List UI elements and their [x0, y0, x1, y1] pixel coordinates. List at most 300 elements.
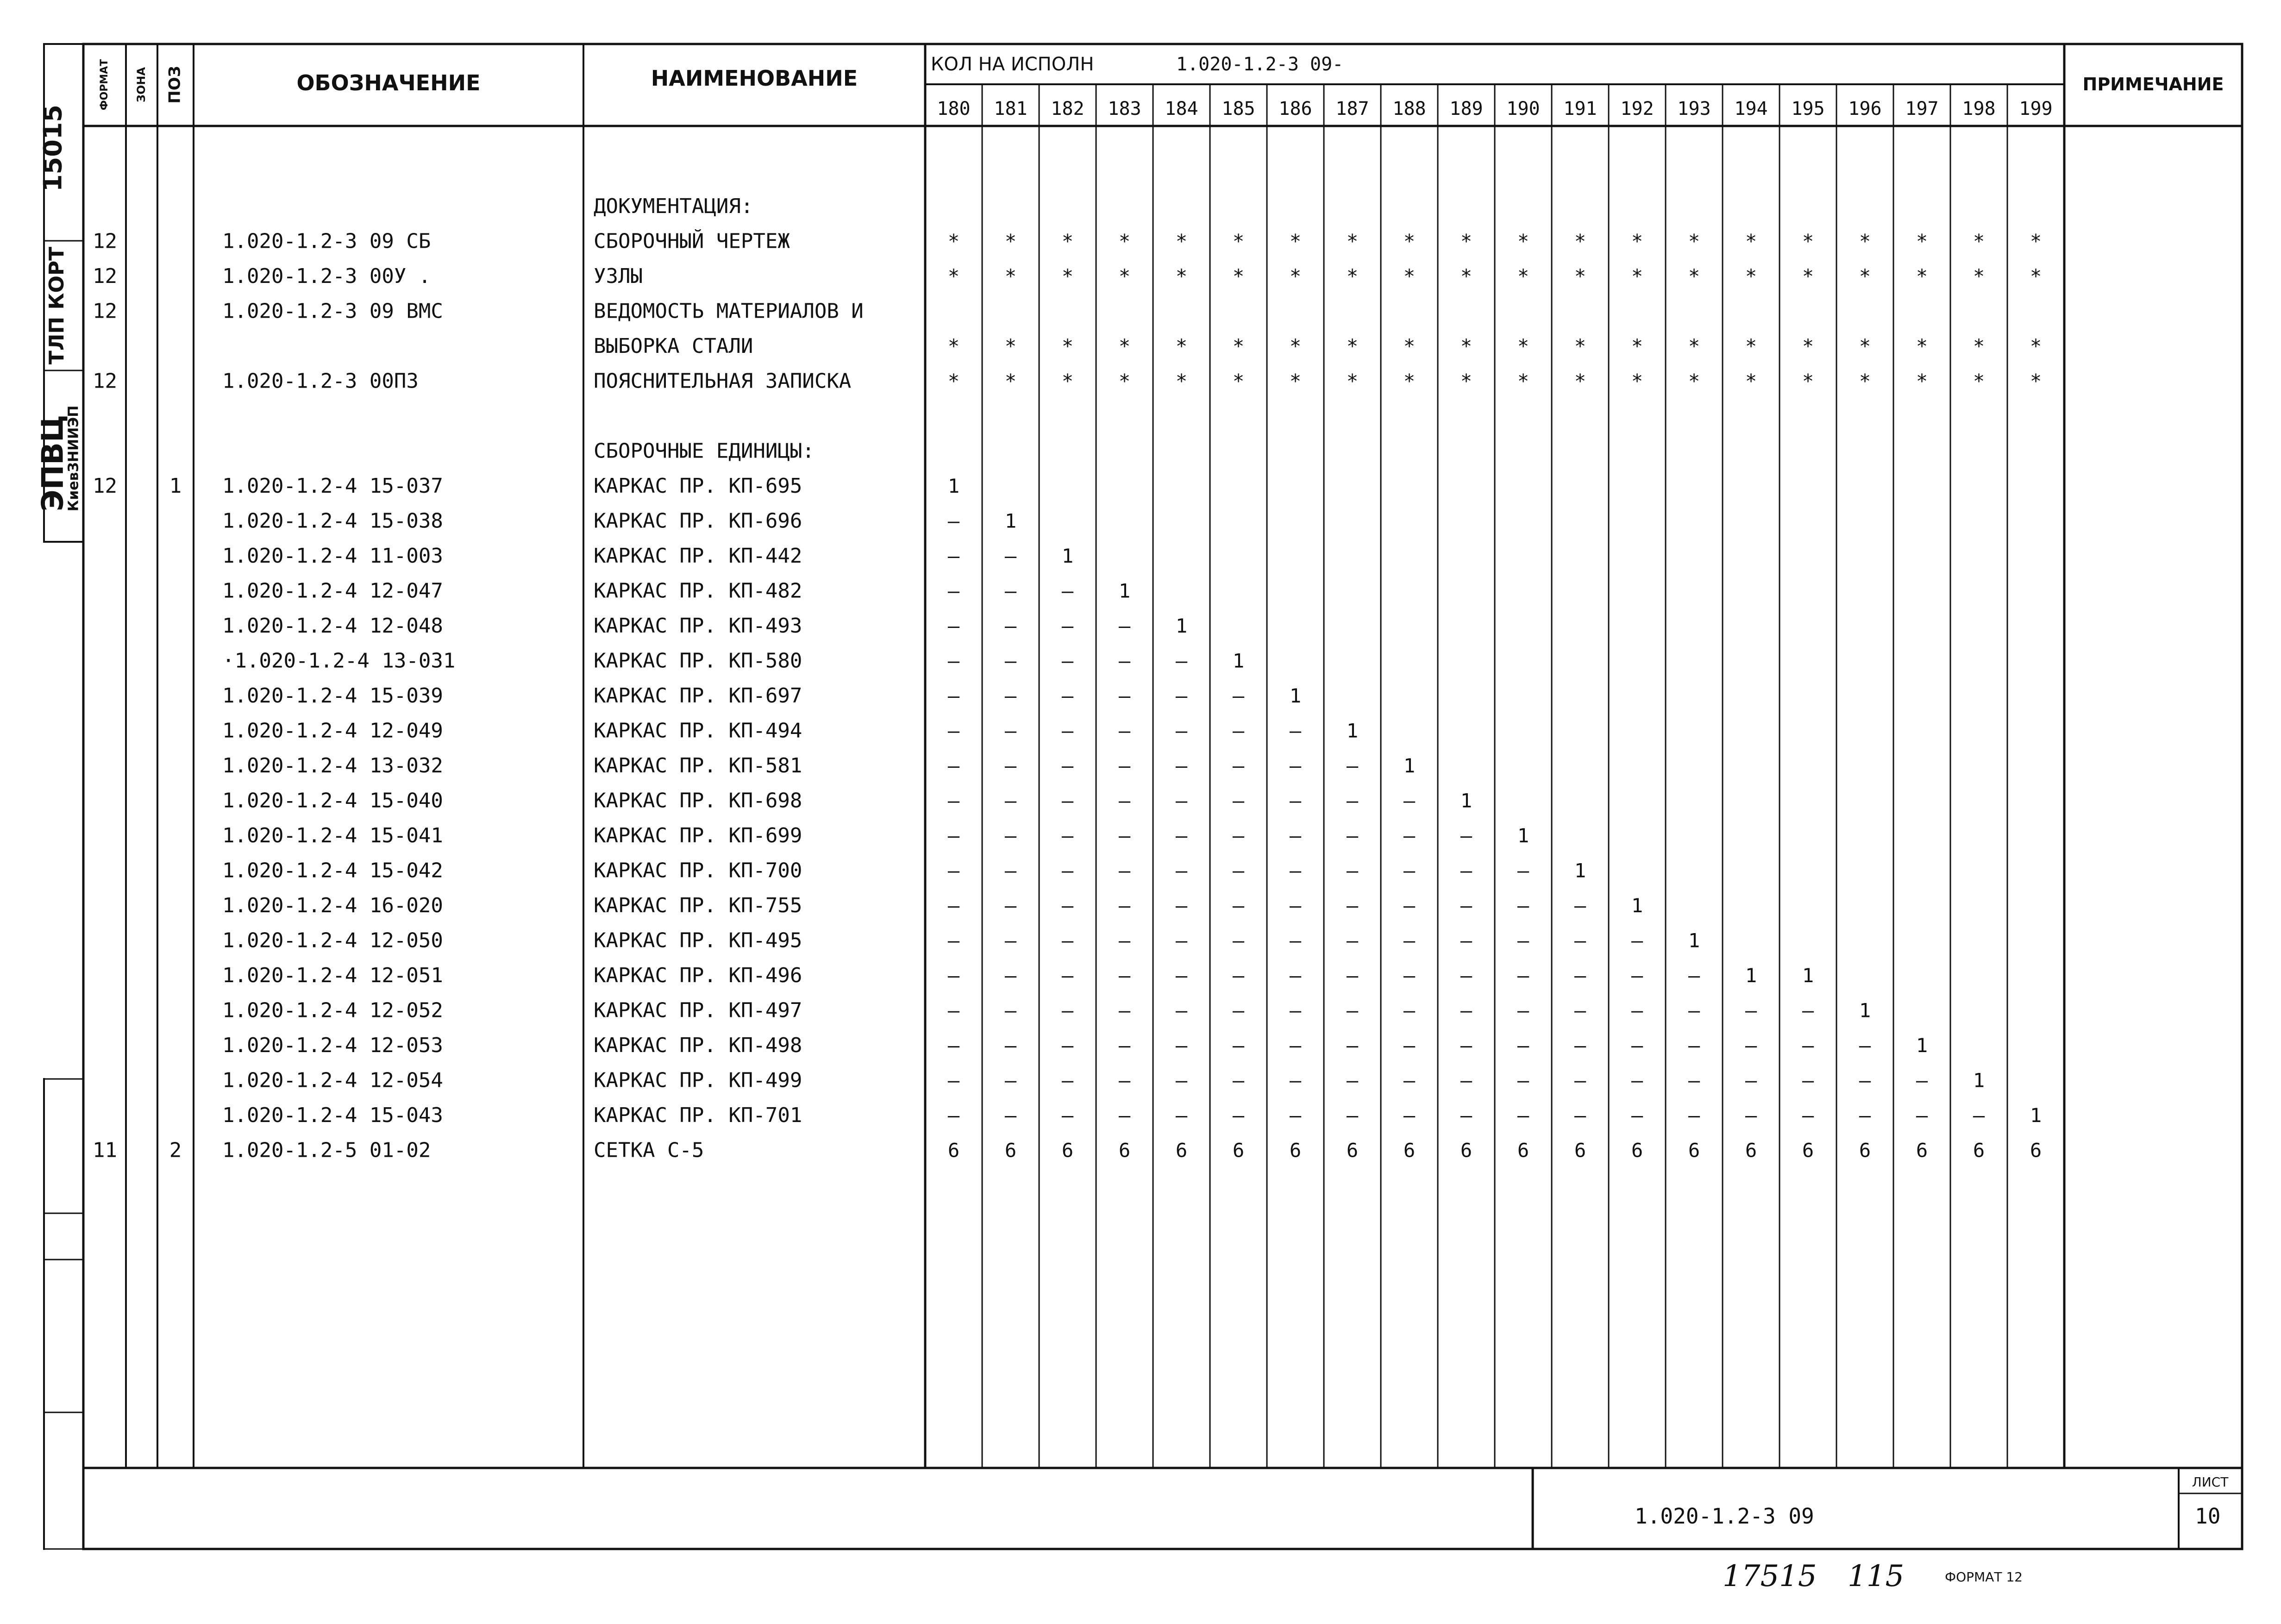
row-qty-180: – — [947, 719, 960, 742]
row-qty-187: – — [1346, 929, 1359, 952]
row-format: 12 — [93, 299, 117, 323]
stamp-org-line3: ЭПВЦ — [36, 414, 70, 512]
row-qty-188: 1 — [1403, 754, 1416, 777]
row-qty-196: – — [1859, 1069, 1871, 1092]
row-qty-192: * — [1631, 230, 1643, 253]
row-qty-196: * — [1859, 230, 1871, 253]
row-qty-188: – — [1403, 1034, 1416, 1057]
variant-header-195: 195 — [1791, 98, 1825, 119]
row-qty-193: * — [1688, 265, 1700, 288]
row-name: ВЫБОРКА СТАЛИ — [594, 334, 753, 358]
row-qty-183: – — [1118, 1104, 1131, 1127]
handwritten-number: 17515 — [1723, 1559, 1817, 1593]
format-label: ФОРМАТ 12 — [1945, 1569, 2023, 1585]
row-qty-191: * — [1574, 335, 1586, 357]
row-qty-182: – — [1061, 999, 1074, 1022]
row-qty-186: – — [1289, 1034, 1302, 1057]
row-qty-195: * — [1802, 265, 1814, 288]
row-qty-197: – — [1916, 1104, 1928, 1127]
row-qty-190: – — [1517, 999, 1529, 1022]
row-qty-183: – — [1118, 1069, 1131, 1092]
row-name: КАРКАС ПР. КП-499 — [594, 1068, 802, 1092]
row-qty-189: * — [1460, 265, 1473, 288]
row-qty-185: – — [1232, 964, 1245, 987]
row-qty-181: * — [1004, 265, 1017, 288]
row-designation: 1.020-1.2-4 15-037 — [222, 474, 443, 498]
row-qty-188: – — [1403, 859, 1416, 882]
row-qty-190: 6 — [1517, 1139, 1529, 1162]
row-qty-193: – — [1688, 999, 1700, 1022]
row-name: СЕТКА С-5 — [594, 1138, 704, 1162]
variant-header-181: 181 — [994, 98, 1028, 119]
row-qty-190: – — [1517, 929, 1529, 952]
row-qty-190: * — [1517, 335, 1529, 357]
row-qty-185: – — [1232, 859, 1245, 882]
row-qty-192: 6 — [1631, 1139, 1643, 1162]
row-qty-197: * — [1916, 335, 1928, 357]
row-qty-186: * — [1289, 335, 1302, 357]
row-qty-180: * — [947, 335, 960, 357]
row-qty-182: – — [1061, 579, 1074, 602]
row-qty-180: – — [947, 789, 960, 812]
row-qty-183: – — [1118, 754, 1131, 777]
row-qty-192: * — [1631, 265, 1643, 288]
row-qty-189: – — [1460, 894, 1473, 917]
row-qty-188: * — [1403, 265, 1416, 288]
row-qty-192: – — [1631, 1034, 1643, 1057]
sheet-number: 10 — [2195, 1504, 2221, 1529]
row-name: ВЕДОМОСТЬ МАТЕРИАЛОВ И — [594, 299, 864, 323]
row-qty-182: – — [1061, 1104, 1074, 1127]
row-qty-189: – — [1460, 1034, 1473, 1057]
row-qty-191: 1 — [1574, 859, 1586, 882]
table-row — [222, 1104, 2042, 1127]
row-qty-181: * — [1004, 370, 1017, 393]
row-designation: 1.020-1.2-4 12-050 — [222, 928, 443, 953]
row-qty-182: – — [1061, 614, 1074, 637]
row-qty-184: – — [1175, 1069, 1188, 1092]
stamp-org-line1: ТЛП КОРТ — [45, 246, 69, 365]
row-qty-193: 6 — [1688, 1139, 1700, 1162]
row-qty-199: * — [2030, 335, 2042, 357]
row-name: КАРКАС ПР. КП-494 — [594, 719, 802, 743]
row-qty-194: – — [1745, 1069, 1757, 1092]
row-qty-182: – — [1061, 894, 1074, 917]
row-qty-197: 6 — [1916, 1139, 1928, 1162]
row-designation: 1.020-1.2-4 15-043 — [222, 1104, 443, 1127]
row-qty-182: * — [1061, 230, 1074, 253]
row-qty-190: * — [1517, 265, 1529, 288]
row-qty-184: – — [1175, 1034, 1188, 1057]
row-qty-188: – — [1403, 929, 1416, 952]
row-qty-182: – — [1061, 929, 1074, 952]
row-qty-191: * — [1574, 265, 1586, 288]
row-qty-187: 1 — [1346, 719, 1359, 742]
row-qty-185: * — [1232, 370, 1245, 393]
row-qty-181: – — [1004, 649, 1017, 672]
row-qty-186: – — [1289, 999, 1302, 1022]
handwritten-sheet: 115 — [1848, 1559, 1905, 1593]
row-qty-194: – — [1745, 1034, 1757, 1057]
row-qty-187: – — [1346, 1104, 1359, 1127]
title-block — [1635, 1474, 2229, 1593]
row-qty-187: – — [1346, 1069, 1359, 1092]
row-qty-193: * — [1688, 230, 1700, 253]
row-qty-186: * — [1289, 265, 1302, 288]
row-qty-186: – — [1289, 929, 1302, 952]
row-qty-186: – — [1289, 859, 1302, 882]
row-qty-199: 6 — [2030, 1139, 2042, 1162]
row-qty-195: * — [1802, 335, 1814, 357]
row-qty-196: – — [1859, 1034, 1871, 1057]
table-row — [222, 1069, 1985, 1092]
row-name: КАРКАС ПР. КП-696 — [594, 509, 802, 533]
table-body — [93, 194, 2042, 1162]
row-format: 11 — [93, 1138, 117, 1162]
table-row — [93, 370, 2042, 393]
row-qty-182: – — [1061, 1069, 1074, 1092]
row-qty-196: 6 — [1859, 1139, 1871, 1162]
row-qty-180: – — [947, 614, 960, 637]
row-qty-183: – — [1118, 999, 1131, 1022]
table-row — [93, 1139, 2042, 1162]
row-qty-181: – — [1004, 789, 1017, 812]
row-qty-186: – — [1289, 789, 1302, 812]
row-name: УЗЛЫ — [594, 264, 643, 288]
row-qty-197: – — [1916, 1069, 1928, 1092]
row-qty-193: 1 — [1688, 929, 1700, 952]
row-qty-184: – — [1175, 684, 1188, 707]
row-qty-188: – — [1403, 964, 1416, 987]
row-qty-185: – — [1232, 684, 1245, 707]
row-qty-183: – — [1118, 824, 1131, 847]
row-qty-197: * — [1916, 265, 1928, 288]
row-qty-184: – — [1175, 1104, 1188, 1127]
row-qty-195: – — [1802, 999, 1814, 1022]
row-qty-191: 6 — [1574, 1139, 1586, 1162]
row-qty-189: * — [1460, 230, 1473, 253]
row-qty-198: 1 — [1973, 1069, 1985, 1092]
row-qty-191: – — [1574, 1104, 1586, 1127]
variant-header-188: 188 — [1392, 98, 1426, 119]
row-name: КАРКАС ПР. КП-581 — [594, 754, 802, 778]
row-qty-181: – — [1004, 929, 1017, 952]
row-qty-187: 6 — [1346, 1139, 1359, 1162]
row-qty-180: 1 — [947, 475, 960, 497]
row-designation: 1.020-1.2-4 12-051 — [222, 964, 443, 987]
table-row — [594, 194, 753, 218]
row-name: КАРКАС ПР. КП-497 — [594, 998, 802, 1022]
row-qty-193: – — [1688, 1069, 1700, 1092]
row-qty-186: * — [1289, 370, 1302, 393]
row-qty-188: – — [1403, 999, 1416, 1022]
row-qty-185: – — [1232, 1104, 1245, 1127]
variant-header-192: 192 — [1620, 98, 1654, 119]
row-qty-183: – — [1118, 614, 1131, 637]
row-designation: 1.020-1.2-4 15-042 — [222, 859, 443, 883]
row-qty-180: 6 — [947, 1139, 960, 1162]
table-row — [222, 894, 1643, 917]
row-qty-197: 1 — [1916, 1034, 1928, 1057]
variant-header-180: 180 — [937, 98, 971, 119]
row-qty-180: – — [947, 859, 960, 882]
row-qty-180: – — [947, 964, 960, 987]
row-qty-181: 1 — [1004, 509, 1017, 533]
row-qty-192: * — [1631, 335, 1643, 357]
row-qty-195: – — [1802, 1104, 1814, 1127]
row-qty-187: – — [1346, 999, 1359, 1022]
row-qty-180: – — [947, 1104, 960, 1127]
row-qty-195: * — [1802, 230, 1814, 253]
row-qty-182: – — [1061, 649, 1074, 672]
row-qty-196: 1 — [1859, 999, 1871, 1022]
row-qty-181: * — [1004, 335, 1017, 357]
row-qty-181: – — [1004, 754, 1017, 777]
row-format: 12 — [93, 264, 117, 288]
row-qty-199: * — [2030, 230, 2042, 253]
row-qty-187: – — [1346, 1034, 1359, 1057]
row-name: КАРКАС ПР. КП-482 — [594, 579, 802, 603]
row-qty-183: * — [1118, 335, 1131, 357]
row-qty-182: – — [1061, 754, 1074, 777]
row-qty-180: – — [947, 824, 960, 847]
row-qty-194: – — [1745, 999, 1757, 1022]
row-qty-185: * — [1232, 335, 1245, 357]
row-qty-181: – — [1004, 859, 1017, 882]
row-qty-187: – — [1346, 789, 1359, 812]
row-qty-184: * — [1175, 265, 1188, 288]
row-qty-182: * — [1061, 370, 1074, 393]
variant-header-186: 186 — [1278, 98, 1312, 119]
row-qty-195: – — [1802, 1034, 1814, 1057]
row-qty-189: 6 — [1460, 1139, 1473, 1162]
row-designation: 1.020-1.2-4 15-040 — [222, 789, 443, 813]
row-qty-184: – — [1175, 754, 1188, 777]
row-qty-187: – — [1346, 754, 1359, 777]
row-qty-181: – — [1004, 684, 1017, 707]
table-row — [93, 474, 959, 498]
row-qty-181: – — [1004, 579, 1017, 602]
name-header: НАИМЕНОВАНИЕ — [651, 66, 858, 91]
row-qty-186: 6 — [1289, 1139, 1302, 1162]
row-qty-189: – — [1460, 824, 1473, 847]
row-qty-190: – — [1517, 1034, 1529, 1057]
row-qty-187: * — [1346, 230, 1359, 253]
row-qty-186: – — [1289, 824, 1302, 847]
row-qty-191: – — [1574, 894, 1586, 917]
row-qty-180: – — [947, 545, 960, 567]
table-row — [93, 229, 2042, 253]
row-name: КАРКАС ПР. КП-755 — [594, 894, 802, 917]
row-qty-196: * — [1859, 370, 1871, 393]
variant-header-187: 187 — [1335, 98, 1369, 119]
row-qty-183: – — [1118, 964, 1131, 987]
row-qty-180: – — [947, 649, 960, 672]
qty-header-label: КОЛ НА ИСПОЛН — [931, 54, 1094, 75]
row-designation: 1.020-1.2-4 15-038 — [222, 509, 443, 533]
row-qty-184: * — [1175, 335, 1188, 357]
row-qty-183: – — [1118, 894, 1131, 917]
table-row — [222, 684, 1301, 708]
table-row — [93, 300, 864, 323]
row-qty-181: – — [1004, 894, 1017, 917]
row-qty-184: – — [1175, 824, 1188, 847]
row-qty-190: – — [1517, 859, 1529, 882]
row-qty-189: – — [1460, 964, 1473, 987]
row-qty-184: – — [1175, 719, 1188, 742]
row-qty-194: – — [1745, 1104, 1757, 1127]
row-qty-184: – — [1175, 929, 1188, 952]
row-qty-197: * — [1916, 230, 1928, 253]
title-doc-code: 1.020-1.2-3 09 — [1635, 1504, 1814, 1529]
variant-header-189: 189 — [1449, 98, 1483, 119]
row-designation: 1.020-1.2-4 12-053 — [222, 1034, 443, 1057]
row-qty-181: – — [1004, 1034, 1017, 1057]
row-qty-189: * — [1460, 335, 1473, 357]
row-qty-198: * — [1973, 335, 1985, 357]
row-qty-180: – — [947, 1069, 960, 1092]
table-row — [594, 439, 815, 463]
table-row — [222, 544, 1073, 568]
row-qty-185: – — [1232, 1034, 1245, 1057]
row-qty-185: – — [1232, 824, 1245, 847]
row-qty-187: – — [1346, 859, 1359, 882]
row-qty-195: 6 — [1802, 1139, 1814, 1162]
table-row — [222, 509, 1016, 533]
row-format: 12 — [93, 229, 117, 253]
row-qty-186: – — [1289, 894, 1302, 917]
row-qty-198: * — [1973, 370, 1985, 393]
row-designation: 1.020-1.2-3 00ПЗ — [222, 369, 419, 393]
row-name: ПОЯСНИТЕЛЬНАЯ ЗАПИСКА — [594, 369, 852, 393]
row-qty-181: – — [1004, 719, 1017, 742]
variant-header-198: 198 — [1962, 98, 1996, 119]
row-qty-185: 1 — [1232, 649, 1245, 672]
row-name: КАРКАС ПР. КП-493 — [594, 614, 802, 638]
row-qty-192: – — [1631, 964, 1643, 987]
designation-header: ОБОЗНАЧЕНИЕ — [296, 70, 481, 95]
table-row — [222, 649, 1244, 673]
row-designation: ·1.020-1.2-4 13-031 — [222, 649, 456, 673]
row-qty-188: – — [1403, 1104, 1416, 1127]
row-qty-191: – — [1574, 1069, 1586, 1092]
row-qty-187: * — [1346, 335, 1359, 357]
row-qty-199: * — [2030, 265, 2042, 288]
row-qty-181: – — [1004, 545, 1017, 567]
row-qty-180: * — [947, 370, 960, 393]
row-qty-186: * — [1289, 230, 1302, 253]
table-row — [222, 789, 1472, 813]
row-qty-191: – — [1574, 999, 1586, 1022]
row-qty-187: – — [1346, 894, 1359, 917]
row-qty-185: – — [1232, 1069, 1245, 1092]
row-name: КАРКАС ПР. КП-442 — [594, 544, 802, 568]
table-row — [594, 334, 2042, 358]
row-qty-182: * — [1061, 265, 1074, 288]
row-qty-186: – — [1289, 719, 1302, 742]
row-qty-185: – — [1232, 719, 1245, 742]
row-qty-194: * — [1745, 370, 1757, 393]
row-qty-183: – — [1118, 649, 1131, 672]
row-format: 12 — [93, 474, 117, 498]
row-qty-192: 1 — [1631, 894, 1643, 917]
table-row — [222, 964, 1814, 987]
row-qty-184: – — [1175, 964, 1188, 987]
row-qty-195: * — [1802, 370, 1814, 393]
table-row — [222, 999, 1871, 1022]
row-qty-183: – — [1118, 859, 1131, 882]
row-name: КАРКАС ПР. КП-698 — [594, 789, 802, 813]
row-qty-196: – — [1859, 1104, 1871, 1127]
row-qty-183: * — [1118, 370, 1131, 393]
row-qty-180: – — [947, 1034, 960, 1057]
row-qty-183: 6 — [1118, 1139, 1131, 1162]
row-designation: 1.020-1.2-4 16-020 — [222, 894, 443, 917]
row-qty-187: – — [1346, 824, 1359, 847]
row-qty-182: – — [1061, 684, 1074, 707]
row-qty-185: – — [1232, 789, 1245, 812]
row-qty-183: * — [1118, 265, 1131, 288]
row-qty-188: – — [1403, 1069, 1416, 1092]
row-name: СБОРОЧНЫЕ ЕДИНИЦЫ: — [594, 439, 815, 463]
row-qty-190: * — [1517, 370, 1529, 393]
row-name: КАРКАС ПР. КП-580 — [594, 649, 802, 673]
row-qty-190: 1 — [1517, 824, 1529, 847]
variant-header-194: 194 — [1734, 98, 1768, 119]
row-qty-193: – — [1688, 1034, 1700, 1057]
row-designation: 1.020-1.2-4 13-032 — [222, 754, 443, 778]
row-designation: 1.020-1.2-4 11-003 — [222, 544, 443, 568]
row-qty-181: 6 — [1004, 1139, 1017, 1162]
row-qty-180: – — [947, 929, 960, 952]
row-qty-190: – — [1517, 1104, 1529, 1127]
table-header — [99, 54, 2224, 119]
row-qty-198: * — [1973, 265, 1985, 288]
row-designation: 1.020-1.2-4 12-052 — [222, 998, 443, 1022]
row-qty-184: * — [1175, 230, 1188, 253]
row-qty-185: * — [1232, 265, 1245, 288]
row-qty-182: – — [1061, 824, 1074, 847]
variant-header-183: 183 — [1108, 98, 1141, 119]
row-designation: 1.020-1.2-4 12-048 — [222, 614, 443, 638]
row-qty-181: * — [1004, 230, 1017, 253]
row-qty-184: – — [1175, 859, 1188, 882]
row-name: КАРКАС ПР. КП-695 — [594, 474, 802, 498]
row-qty-182: – — [1061, 1034, 1074, 1057]
row-qty-183: 1 — [1118, 579, 1131, 602]
row-qty-196: * — [1859, 335, 1871, 357]
side-stamp — [36, 105, 83, 511]
row-qty-182: * — [1061, 335, 1074, 357]
row-qty-190: – — [1517, 964, 1529, 987]
row-qty-181: – — [1004, 1104, 1017, 1127]
row-qty-184: 1 — [1175, 614, 1188, 637]
row-qty-183: – — [1118, 929, 1131, 952]
format-header: ФОРМАТ — [99, 59, 110, 111]
row-qty-183: * — [1118, 230, 1131, 253]
stamp-org-line2: КиевЗНИИЭП — [65, 405, 82, 512]
row-qty-199: * — [2030, 370, 2042, 393]
row-name: КАРКАС ПР. КП-495 — [594, 928, 802, 953]
row-qty-183: – — [1118, 789, 1131, 812]
variant-header-199: 199 — [2019, 98, 2053, 119]
row-qty-195: – — [1802, 1069, 1814, 1092]
variant-header-184: 184 — [1165, 98, 1198, 119]
row-qty-184: – — [1175, 649, 1188, 672]
row-qty-197: * — [1916, 370, 1928, 393]
row-pos: 2 — [169, 1138, 182, 1162]
row-qty-181: – — [1004, 1069, 1017, 1092]
